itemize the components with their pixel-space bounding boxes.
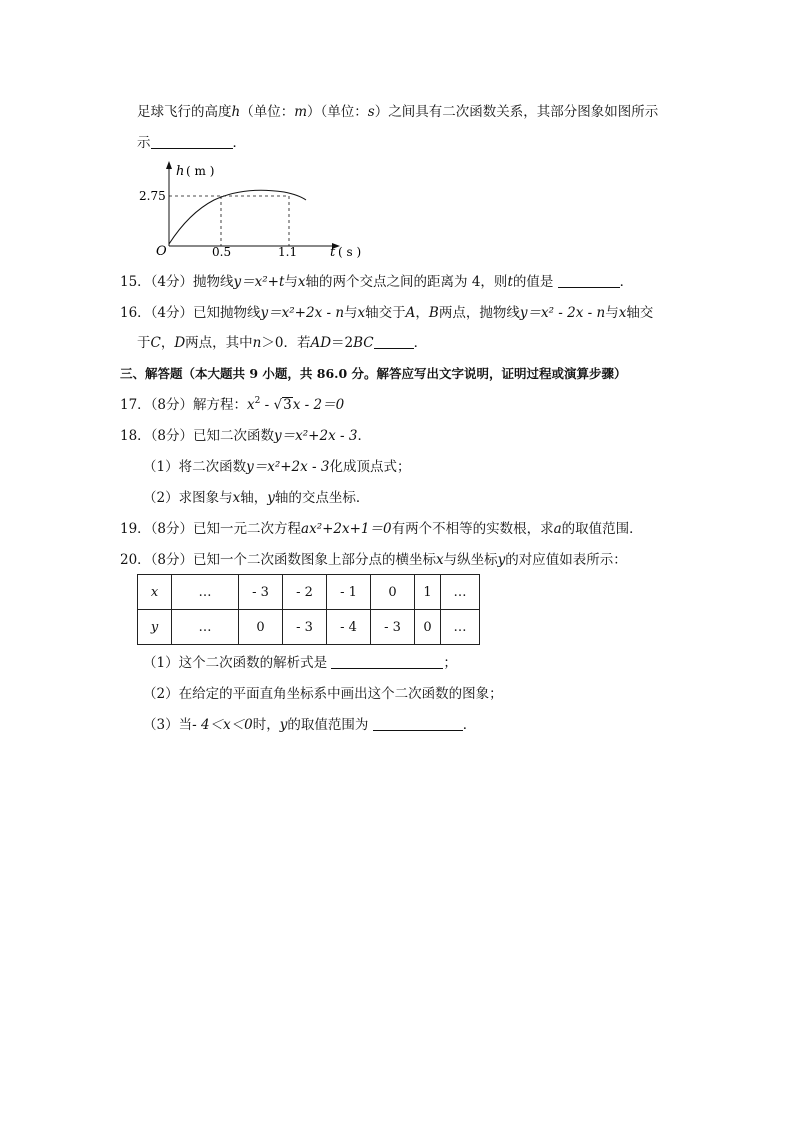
table-cell: 1 <box>415 575 441 610</box>
question-18-part1: （1）将二次函数y＝x²+2x - 3化成顶点式； <box>143 459 411 475</box>
answer-blank[interactable] <box>374 334 414 349</box>
origin-label: O <box>156 244 167 258</box>
question-16-line1: 16．（4分）已知抛物线y＝x²+2x - n与x轴交于A，B两点，抛物线y＝x² - 2x - n与x轴交 <box>120 305 654 321</box>
table-cell: - 1 <box>327 575 371 610</box>
question-18: 18．（8分）已知二次函数y＝x²+2x - 3． <box>120 428 371 444</box>
trajectory-graph <box>134 158 374 258</box>
x-tick-label-2: 1.1 <box>278 245 298 258</box>
table-row-x <box>138 575 480 610</box>
y-axis-arrow <box>166 161 172 169</box>
x-axis-label: t <box>330 245 336 258</box>
table-cell: … <box>441 575 480 610</box>
table-cell: - 3 <box>283 610 327 645</box>
question-20-part1: （1）这个二次函数的解析式是 ； <box>143 655 457 671</box>
table-cell: - 2 <box>283 575 327 610</box>
question-18-part2: （2）求图象与x轴，y轴的交点坐标． <box>143 490 370 506</box>
answer-blank[interactable] <box>373 716 463 731</box>
value-table <box>137 574 480 645</box>
table-cell: 0 <box>415 610 441 645</box>
question-20-part2: （2）在给定的平面直角坐标系中画出这个二次函数的图象； <box>143 686 503 702</box>
table-cell: … <box>441 610 480 645</box>
table-cell: - 3 <box>239 575 283 610</box>
q14-line2: 示 ． <box>137 135 246 151</box>
table-cell: 0 <box>239 610 283 645</box>
question-15: 15．（4分）抛物线y＝x²+t与x轴的两个交点之间的距离为 4，则t的值是 ． <box>120 274 634 290</box>
answer-blank[interactable] <box>151 134 233 149</box>
sqrt-sign: √ <box>273 397 283 413</box>
section-3-heading: 三、解答题（本大题共 9 小题，共 86.0 分。解答应写出文字说明，证明过程或演算步骤） <box>120 366 627 381</box>
table-cell: … <box>172 575 239 610</box>
q14-line1: 足球飞行的高度h（单位：m）（单位：s）之间具有二次函数关系，其部分图象如图所示 <box>137 104 659 120</box>
x-tick-label-1: 0.5 <box>212 245 232 258</box>
table-cell: - 4 <box>327 610 371 645</box>
question-20-part3: （3）当- 4＜x＜0时，y的取值范围为 ． <box>143 717 477 733</box>
question-19: 19．（8分）已知一元二次方程ax²+2x+1＝0有两个不相等的实数根，求a的取值范围． <box>120 521 643 537</box>
table-row-y <box>138 610 480 645</box>
table-cell: - 3 <box>371 610 415 645</box>
x-axis-unit: ( s ) <box>338 245 362 258</box>
var-h: h <box>231 104 241 120</box>
question-16-line2: 于C，D两点，其中n＞0．若AD＝2BC ． <box>137 335 428 351</box>
table-cell: 0 <box>371 575 415 610</box>
table-cell: y <box>138 610 172 645</box>
y-axis-unit: ( m ) <box>186 164 215 178</box>
y-axis-label: h <box>176 164 185 179</box>
answer-blank[interactable] <box>558 273 620 288</box>
question-20: 20．（8分）已知一个二次函数图象上部分点的横坐标x与纵坐标y的对应值如表所示： <box>120 552 627 568</box>
question-17: 17．（8分）解方程：$x^2 - √3x - 2=0$ <box>120 396 345 413</box>
y-tick-label: 2.75 <box>139 189 166 203</box>
table-cell: … <box>172 610 239 645</box>
answer-blank[interactable] <box>331 654 443 669</box>
trajectory-curve <box>169 190 306 244</box>
table-cell: x <box>138 575 172 610</box>
